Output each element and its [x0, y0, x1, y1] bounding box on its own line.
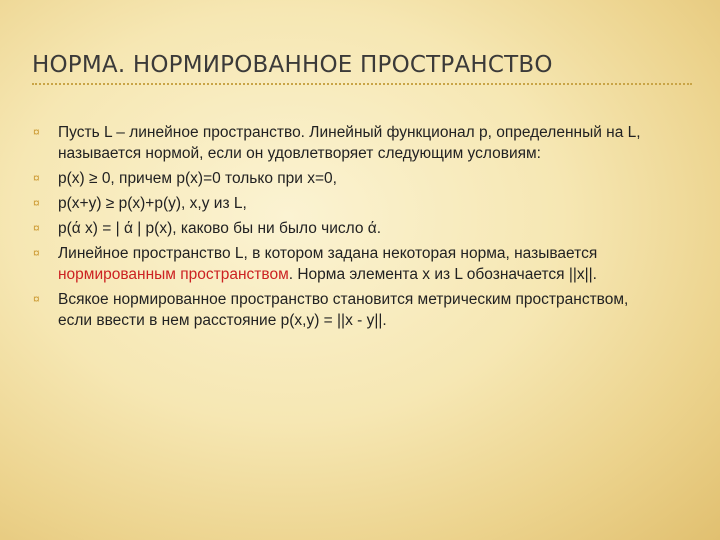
bullet-text: p(x) ≥ 0, причем p(x)=0 только при x=0,: [58, 170, 337, 187]
bullet-text-before: Линейное пространство L, в котором задана некоторая норма, называется: [58, 245, 598, 262]
bullet-item: [32, 193, 662, 214]
bullet-item: [32, 243, 662, 285]
bullet-text: p(ά x) = | ά | p(x), каково бы ни было число ά.: [58, 220, 382, 237]
bullet-text: Пусть L – линейное пространство. Линейный функционал p, определенный на L, называется нормой, если он удовлетворяет следующим условиям:: [58, 124, 641, 162]
bullet-icon: ¤: [33, 171, 40, 185]
bullet-list: [32, 122, 662, 335]
bullet-text: p(x+y) ≥ p(x)+p(y), x,y из L,: [58, 195, 247, 212]
title-divider: [32, 83, 692, 85]
bullet-text: Всякое нормированное пространство становится метрическим пространством, если ввести в нем расстояние p(x,y) = ||x - y||.: [58, 291, 629, 329]
highlighted-term: нормированным пространством: [58, 266, 289, 283]
bullet-item: [32, 218, 662, 239]
bullet-icon: ¤: [33, 221, 40, 235]
bullet-item: [32, 289, 662, 331]
bullet-icon: ¤: [33, 125, 40, 139]
slide-title: НОРМА. НОРМИРОВАННОЕ ПРОСТРАНСТВО: [32, 52, 553, 78]
bullet-icon: ¤: [33, 246, 40, 260]
bullet-item: [32, 122, 662, 164]
bullet-item: [32, 168, 662, 189]
bullet-icon: ¤: [33, 196, 40, 210]
bullet-icon: ¤: [33, 292, 40, 306]
bullet-text-after: . Норма элемента x из L обозначается ||x||.: [288, 266, 597, 283]
